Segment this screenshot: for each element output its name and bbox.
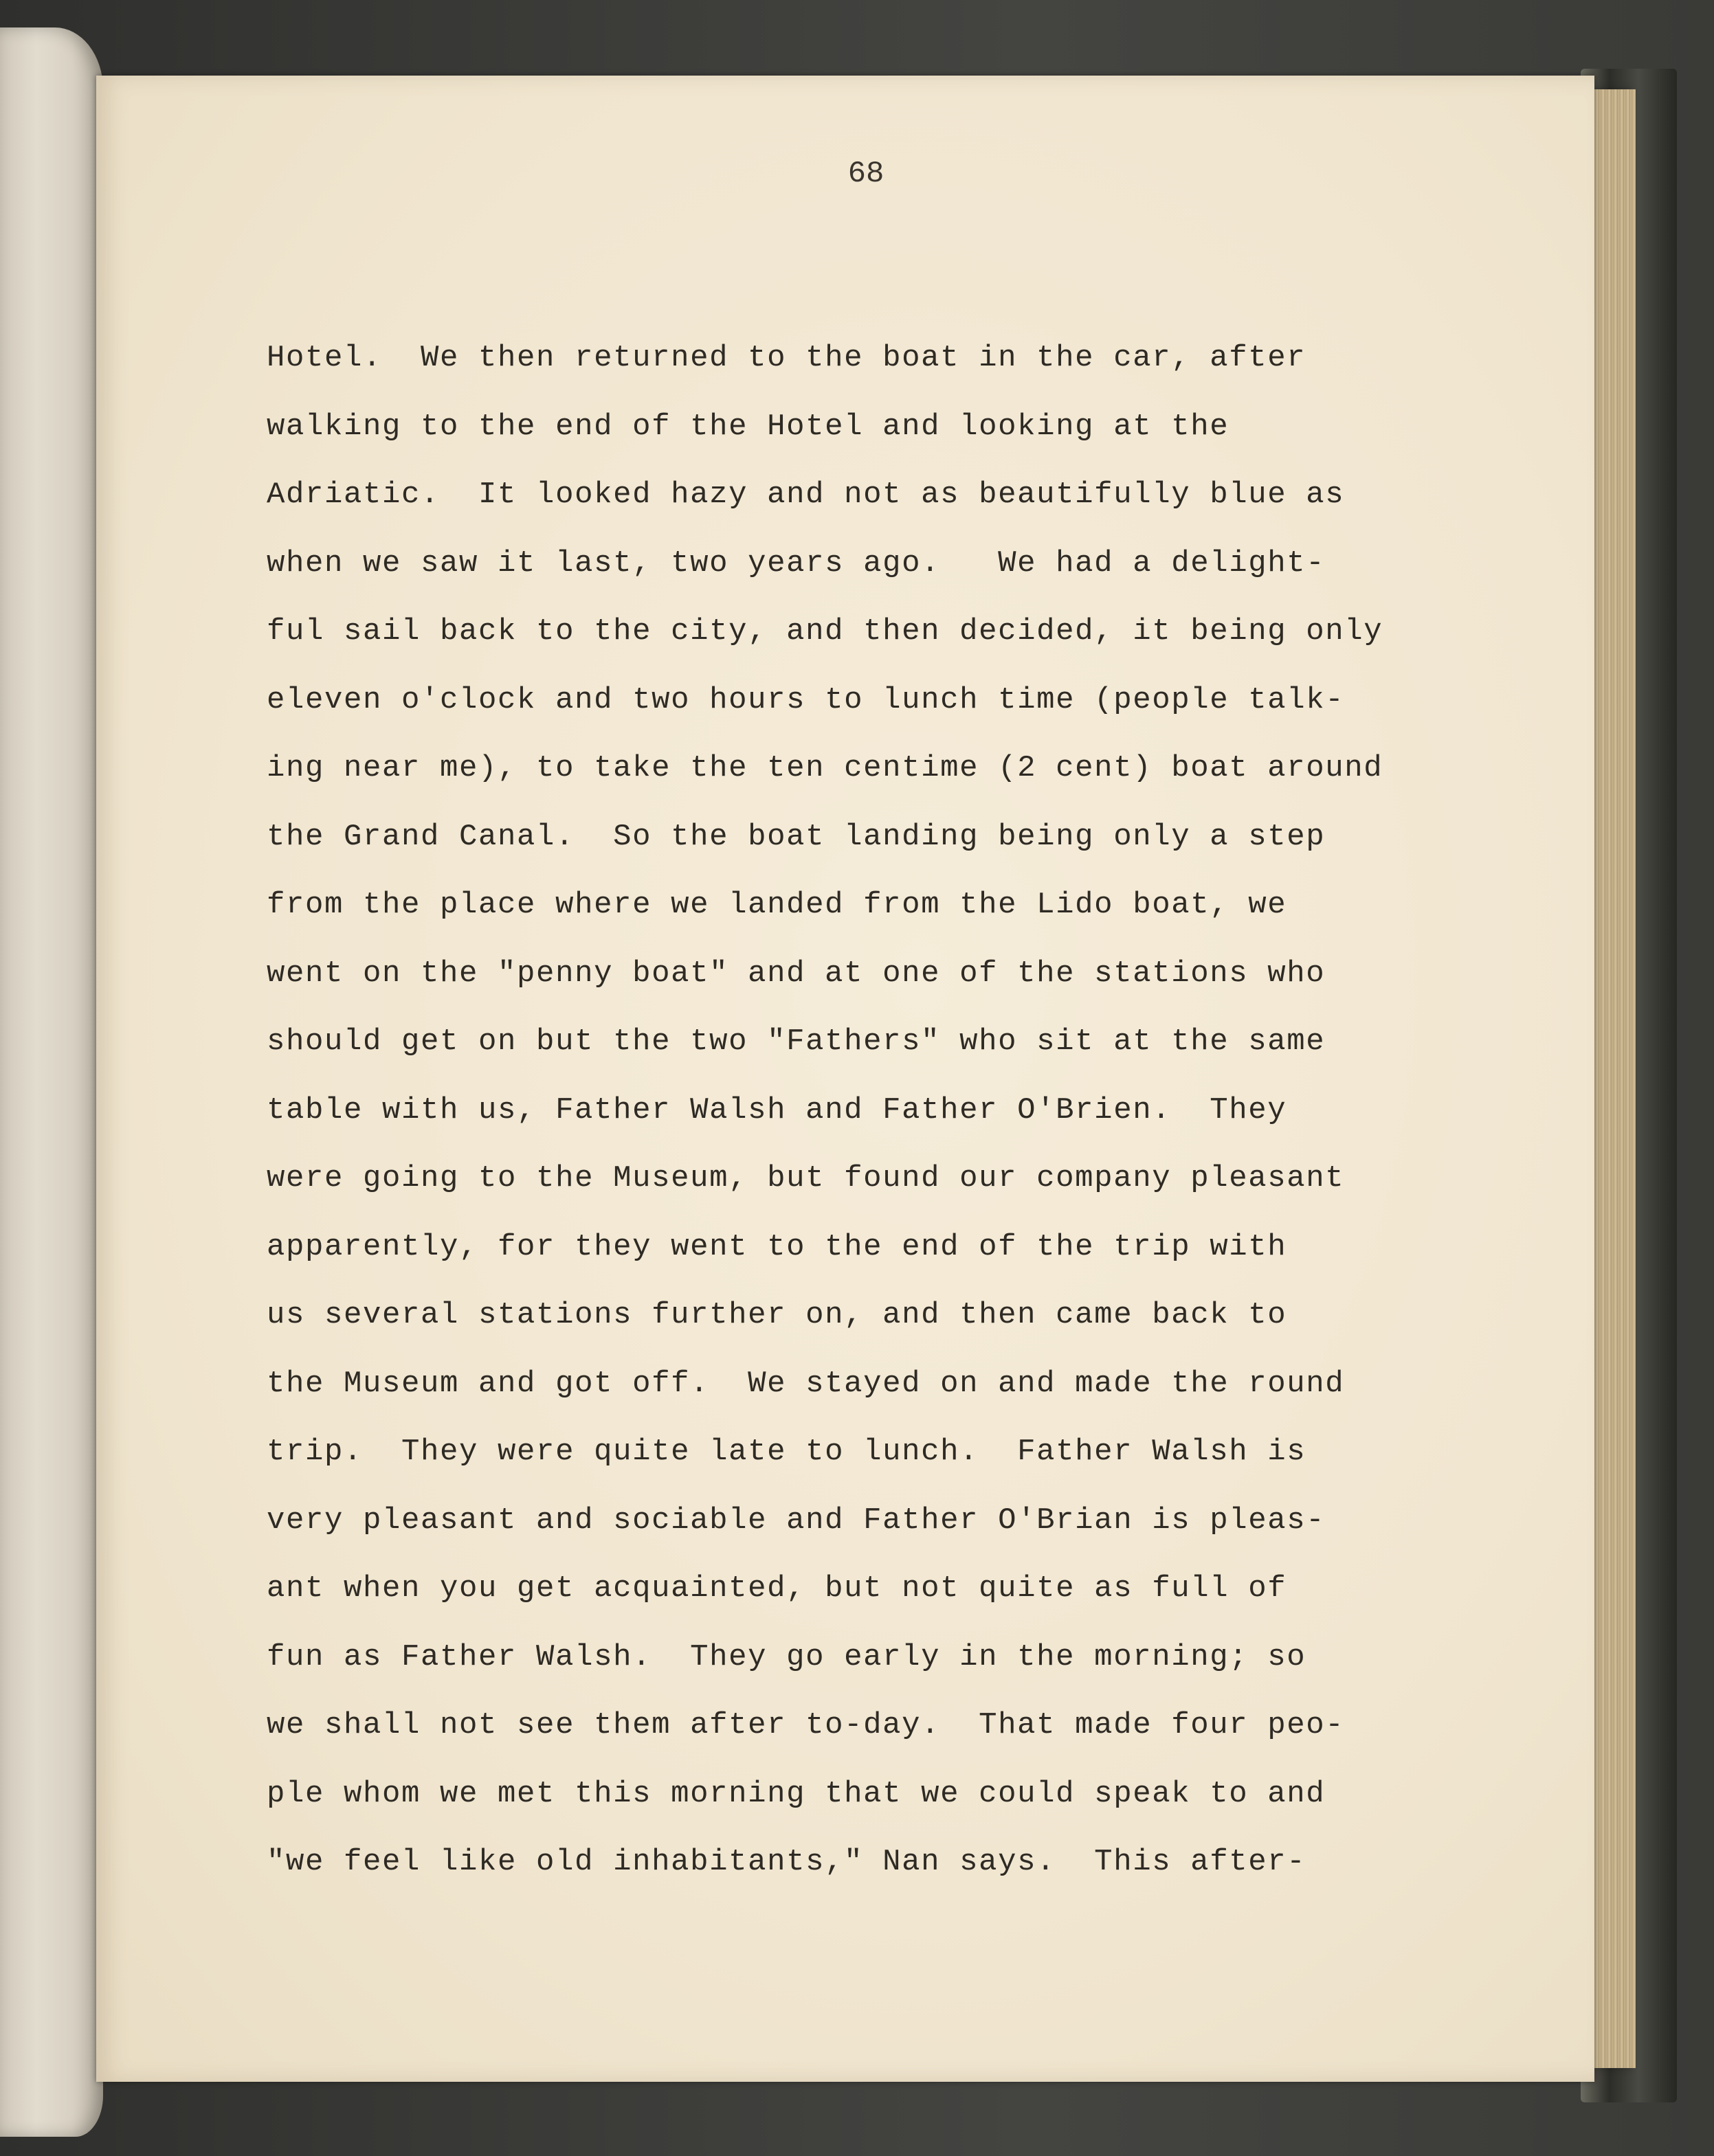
- text-line: ple whom we met this morning that we could speak to and: [267, 1776, 1326, 1811]
- page-number: 68: [847, 157, 884, 191]
- text-line: Adriatic. It looked hazy and not as beautifully blue as: [267, 478, 1345, 512]
- text-line: eleven o'clock and two hours to lunch time (people talk-: [267, 682, 1345, 717]
- text-line: ant when you get acquainted, but not quite as full of: [267, 1571, 1287, 1606]
- text-line: from the place where we landed from the Lido boat, we: [267, 888, 1287, 922]
- typewritten-body: [267, 324, 1572, 1897]
- text-line: the Grand Canal. So the boat landing being only a step: [267, 819, 1326, 854]
- text-line: walking to the end of the Hotel and looking at the: [267, 409, 1229, 444]
- text-line: trip. They were quite late to lunch. Father Walsh is: [267, 1435, 1306, 1469]
- document-page: [96, 76, 1594, 2082]
- text-line: when we saw it last, two years ago. We had a delight-: [267, 546, 1326, 581]
- text-line: ing near me), to take the ten centime (2 cent) boat around: [267, 751, 1383, 785]
- left-facing-page-edge: [0, 27, 103, 2137]
- text-line: table with us, Father Walsh and Father O'Brien. They: [267, 1092, 1287, 1127]
- text-line: the Museum and got off. We stayed on and made the round: [267, 1366, 1345, 1401]
- text-line: "we feel like old inhabitants," Nan says. This after-: [267, 1845, 1306, 1879]
- text-line: we shall not see them after to-day. That made four peo-: [267, 1708, 1345, 1742]
- text-line: us several stations further on, and then came back to: [267, 1298, 1287, 1332]
- text-line: apparently, for they went to the end of the trip with: [267, 1229, 1287, 1264]
- text-line: were going to the Museum, but found our company pleasant: [267, 1161, 1345, 1195]
- text-line: should get on but the two "Fathers" who sit at the same: [267, 1024, 1326, 1059]
- text-line: Hotel. We then returned to the boat in the car, after: [267, 341, 1306, 375]
- text-line: fun as Father Walsh. They go early in the morning; so: [267, 1639, 1306, 1674]
- text-line: ful sail back to the city, and then decided, it being only: [267, 614, 1383, 649]
- text-line: went on the "penny boat" and at one of the stations who: [267, 956, 1326, 991]
- text-line: very pleasant and sociable and Father O'Brian is pleas-: [267, 1503, 1326, 1538]
